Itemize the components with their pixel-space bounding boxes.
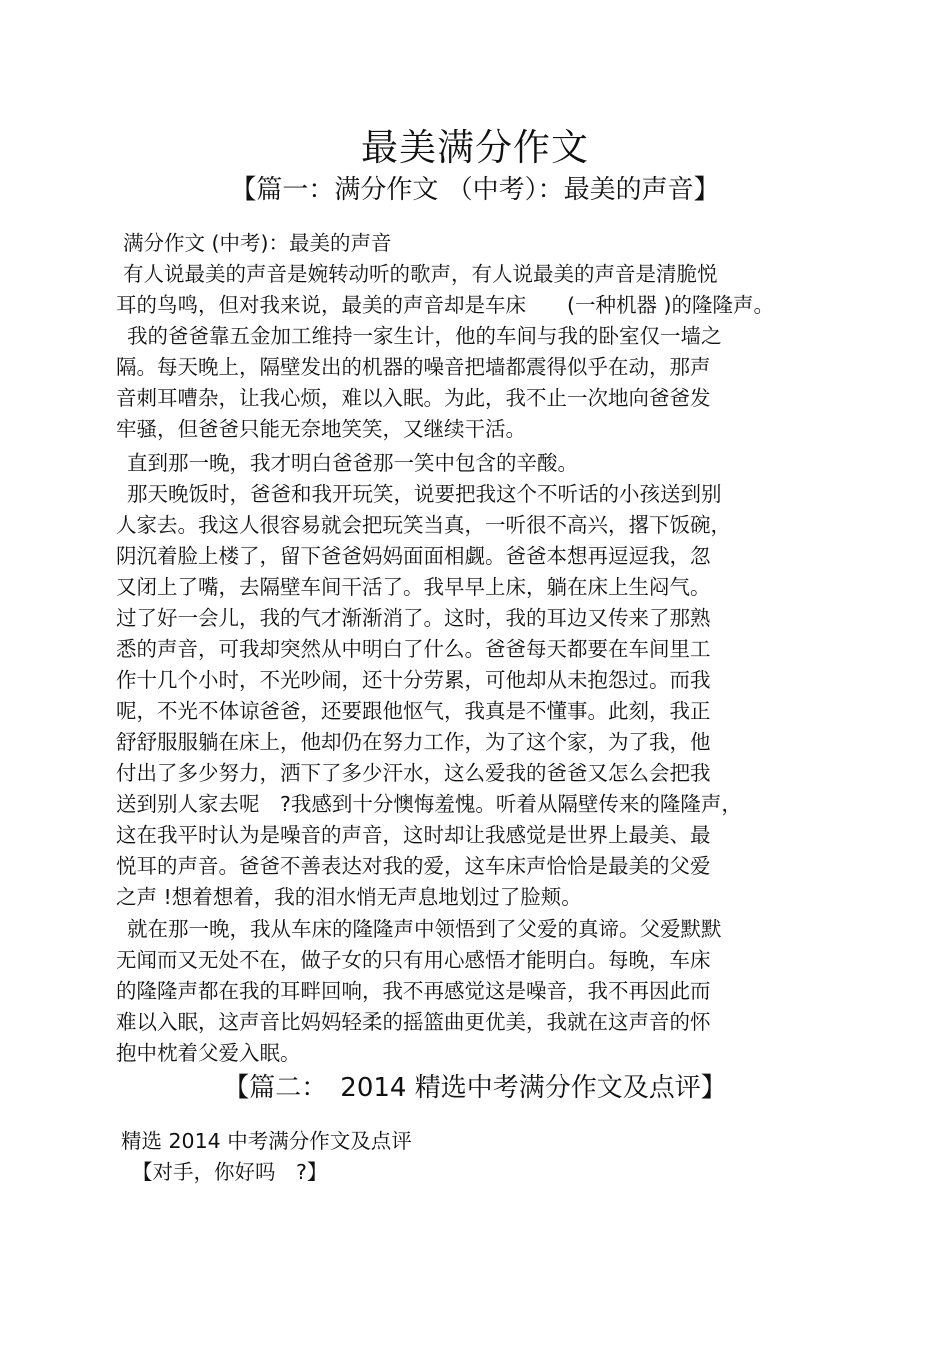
paragraph-line: 精选 2014 中考满分作文及点评 xyxy=(121,1129,412,1153)
paragraph-line: 隔。每天晚上，隔壁发出的机器的噪音把墙都震得似乎在动，那声 xyxy=(116,355,711,379)
paragraph-line: 音刺耳嘈杂，让我心烦，难以入眠。为此，我不止一次地向爸爸发 xyxy=(116,386,711,410)
paragraph-line: 阴沉着脸上楼了，留下爸爸妈妈面面相觑。爸爸本想再逗逗我，忽 xyxy=(116,544,711,568)
paragraph-line: 过了好一会儿，我的气才渐渐消了。这时，我的耳边又传来了那熟 xyxy=(116,606,711,630)
paragraph-line: 【对手，你好吗 ?】 xyxy=(132,1160,328,1184)
paragraph-line: 付出了多少努力，洒下了多少汗水，这么爱我的爸爸又怎么会把我 xyxy=(116,761,711,785)
paragraph-line: 牢骚，但爸爸只能无奈地笑笑，又继续干活。 xyxy=(116,417,526,441)
paragraph-line: 难以入眠，这声音比妈妈轻柔的摇篮曲更优美，我就在这声音的怀 xyxy=(116,1010,711,1034)
paragraph-line: 耳的鸟鸣，但对我来说，最美的声音却是车床 (一种机器 )的隆隆声。 xyxy=(116,293,775,317)
paragraph-line: 这在我平时认为是噪音的声音，这时却让我感觉是世界上最美、最 xyxy=(116,823,711,847)
paragraph-line: 作十几个小时，不光吵闹，还十分劳累，可他却从未抱怨过。而我 xyxy=(116,668,711,692)
paragraph-line: 舒舒服服躺在床上，他却仍在努力工作，为了这个家，为了我，他 xyxy=(116,730,711,754)
paragraph-line: 就在那一晚，我从车床的隆隆声中领悟到了父爱的真谛。父爱默默 xyxy=(127,917,722,941)
paragraph-line: 人家去。我这人很容易就会把玩笑当真，一听很不高兴，撂下饭碗， xyxy=(116,513,731,537)
paragraph-line: 抱中枕着父爱入眠。 xyxy=(116,1041,301,1065)
paragraph-line: 悉的声音，可我却突然从中明白了什么。爸爸每天都要在车间里工 xyxy=(116,637,711,661)
paragraph-line: 直到那一晚，我才明白爸爸那一笑中包含的辛酸。 xyxy=(127,451,578,475)
paragraph-line: 那天晚饭时，爸爸和我开玩笑，说要把我这个不听话的小孩送到别 xyxy=(127,482,722,506)
document-title: 最美满分作文 xyxy=(361,126,589,169)
section-2-heading: 【篇二： 2014 精选中考满分作文及点评】 xyxy=(223,1073,727,1103)
paragraph-line: 送到别人家去呢 ?我感到十分懊悔羞愧。听着从隔壁传来的隆隆声， xyxy=(116,792,742,816)
paragraph-line: 之声 !想着想着，我的泪水悄无声息地划过了脸颊。 xyxy=(116,885,582,909)
paragraph-line: 悦耳的声音。爸爸不善表达对我的爱，这车床声恰恰是最美的父爱 xyxy=(116,854,711,878)
paragraph-line: 又闭上了嘴，去隔壁车间干活了。我早早上床，躺在床上生闷气。 xyxy=(116,575,711,599)
paragraph-line: 无闻而又无处不在，做子女的只有用心感悟才能明白。每晚，车床 xyxy=(116,948,711,972)
paragraph-line: 有人说最美的声音是婉转动听的歌声，有人说最美的声音是清脆悦 xyxy=(123,262,718,286)
paragraph-line: 的隆隆声都在我的耳畔回响，我不再感觉这是噪音，我不再因此而 xyxy=(116,979,711,1003)
paragraph-line: 呢，不光不体谅爸爸，还要跟他怄气，我真是不懂事。此刻，我正 xyxy=(116,699,711,723)
paragraph-line: 满分作文 (中考)：最美的声音 xyxy=(123,231,392,255)
paragraph-line: 我的爸爸靠五金加工维持一家生计，他的车间与我的卧室仅一墙之 xyxy=(127,324,722,348)
section-1-heading: 【篇一：满分作文 （中考）：最美的声音】 xyxy=(230,175,720,205)
